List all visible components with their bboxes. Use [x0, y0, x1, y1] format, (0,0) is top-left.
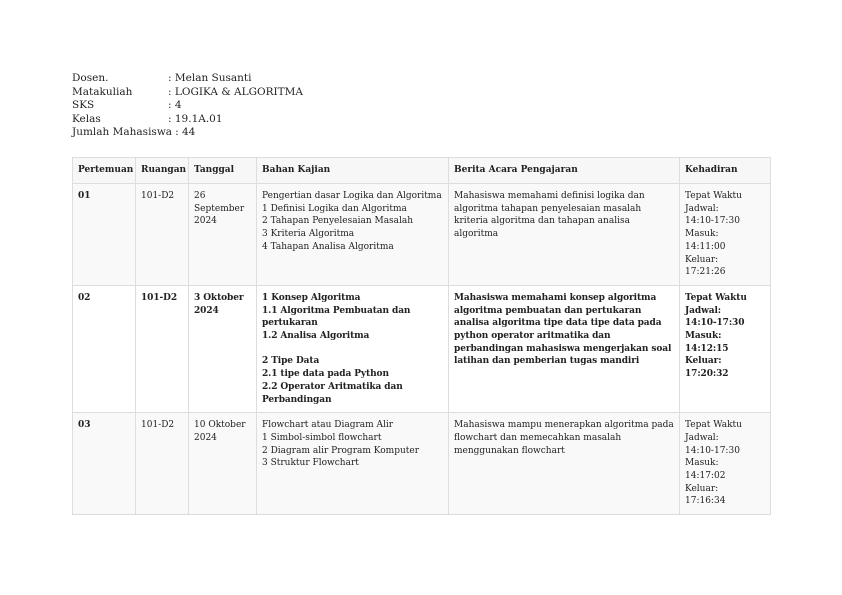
- bahan-line: Pengertian dasar Logika dan Algoritma: [262, 191, 442, 201]
- cell-pertemuan: 02: [73, 285, 136, 412]
- cell-pertemuan: 03: [73, 413, 136, 515]
- bahan-line: 3 Kriteria Algoritma: [262, 229, 355, 240]
- bahan-line: 2 Tipe Data: [262, 356, 320, 367]
- bahan-line: 2 Tahapan Penyelesaian Masalah: [262, 216, 414, 227]
- matakuliah-value: : LOGIKA & ALGORITMA: [168, 85, 303, 98]
- jadwal-label: Jadwal:: [685, 432, 719, 443]
- cell-kehadiran: [680, 184, 771, 286]
- header-tanggal: Tanggal: [189, 158, 257, 184]
- table-header-row: [73, 158, 771, 184]
- keluar-value: 17:16:34: [685, 496, 726, 507]
- keluar-label: Keluar:: [685, 483, 719, 494]
- dosen-label: Dosen.: [72, 72, 109, 84]
- cell-kehadiran: [680, 413, 771, 515]
- bahan-line: Flowchart atau Diagram Alir: [262, 420, 394, 431]
- jadwal-value: 14:10-17:30: [685, 216, 740, 227]
- keluar-value: 17:20:32: [685, 369, 729, 380]
- sks-label: SKS: [72, 99, 95, 112]
- masuk-value: 14:11:00: [685, 241, 726, 252]
- cell-bahan-kajian: [257, 184, 449, 286]
- cell-ruangan: 101-D2: [136, 184, 189, 286]
- course-info: [72, 72, 303, 140]
- keluar-value: 17:21:26: [685, 267, 726, 278]
- matakuliah-row: [72, 86, 303, 100]
- cell-berita-acara: Mahasiswa mampu menerapkan algoritma pada flowchart dan memecahkan masalah menggunakan flowchart: [449, 413, 680, 515]
- jadwal-label: Jadwal:: [685, 305, 722, 316]
- cell-ruangan: 101-D2: [136, 413, 189, 515]
- bahan-line: 4 Tahapan Analisa Algoritma: [262, 241, 394, 252]
- cell-kehadiran: [680, 285, 771, 412]
- bahan-line: 1 Konsep Algoritma: [262, 292, 361, 303]
- bahan-line: 2 Diagram alir Program Komputer: [262, 445, 419, 456]
- bahan-line: 1 Simbol-simbol flowchart: [262, 432, 382, 443]
- jadwal-value: 14:10-17:30: [685, 445, 740, 456]
- kelas-row: [72, 113, 303, 127]
- kehadiran-status: Tepat Waktu: [685, 420, 742, 431]
- cell-ruangan: 101-D2: [136, 285, 189, 412]
- header-ruangan: Ruangan: [136, 158, 189, 184]
- kelas-label: Kelas: [72, 112, 101, 125]
- jumlah-label: Jumlah Mahasiswa: [72, 126, 173, 139]
- cell-pertemuan: 01: [73, 184, 136, 286]
- bahan-line: 3 Struktur Flowchart: [262, 458, 359, 469]
- kehadiran-status: Tepat Waktu: [685, 191, 742, 201]
- header-berita-acara: Berita Acara Pengajaran: [449, 158, 680, 184]
- cell-berita-acara: Mahasiswa memahami konsep algoritma algoritma pembuatan dan pertukaran analisa algoritma tipe data tipe data pada python operator aritmatika dan perbandingan mahasiswa mengerjakan soal latihan dan pemberian tugas mandiri: [449, 285, 680, 412]
- cell-berita-acara: Mahasiswa memahami definisi logika dan algoritma tahapan penyelesaian masalah kriteria algoritma dan tahapan analisa algoritma: [449, 184, 680, 286]
- sks-row: [72, 99, 303, 113]
- table-row: [73, 285, 771, 412]
- masuk-value: 14:17:02: [685, 471, 726, 482]
- bahan-line: 1.2 Analisa Algoritma: [262, 331, 370, 342]
- masuk-label: Masuk:: [685, 331, 722, 342]
- header-pertemuan: Pertemuan: [73, 158, 136, 184]
- masuk-label: Masuk:: [685, 229, 719, 240]
- attendance-table: [72, 157, 771, 515]
- masuk-label: Masuk:: [685, 458, 719, 469]
- jadwal-value: 14:10-17:30: [685, 318, 745, 329]
- bahan-line: 1 Definisi Logika dan Algoritma: [262, 203, 407, 214]
- dosen-value: : Melan Susanti: [168, 72, 252, 84]
- bahan-line: 2.2 Operator Aritmatika dan Perbandingan: [262, 381, 403, 405]
- cell-tanggal: 3 Oktober 2024: [189, 285, 257, 412]
- header-kehadiran: Kehadiran: [680, 158, 771, 184]
- kelas-value: : 19.1A.01: [168, 112, 223, 125]
- masuk-value: 14:12:15: [685, 343, 729, 354]
- table-row: [73, 413, 771, 515]
- cell-bahan-kajian: [257, 413, 449, 515]
- dosen-row: [72, 72, 303, 86]
- cell-bahan-kajian: [257, 285, 449, 412]
- jumlah-value: : 44: [175, 126, 196, 139]
- jadwal-label: Jadwal:: [685, 203, 719, 214]
- sks-value: : 4: [168, 99, 182, 112]
- bahan-line: 2.1 tipe data pada Python: [262, 369, 389, 380]
- jumlah-row: [72, 126, 303, 140]
- bahan-spacer: [262, 343, 443, 356]
- kehadiran-status: Tepat Waktu: [685, 292, 747, 303]
- cell-tanggal: 10 Oktober 2024: [189, 413, 257, 515]
- header-bahan-kajian: Bahan Kajian: [257, 158, 449, 184]
- cell-tanggal: 26 September 2024: [189, 184, 257, 286]
- table-row: [73, 184, 771, 286]
- bahan-line: 1.1 Algoritma Pembuatan dan pertukaran: [262, 305, 411, 329]
- keluar-label: Keluar:: [685, 356, 722, 367]
- keluar-label: Keluar:: [685, 254, 719, 265]
- matakuliah-label: Matakuliah: [72, 85, 133, 98]
